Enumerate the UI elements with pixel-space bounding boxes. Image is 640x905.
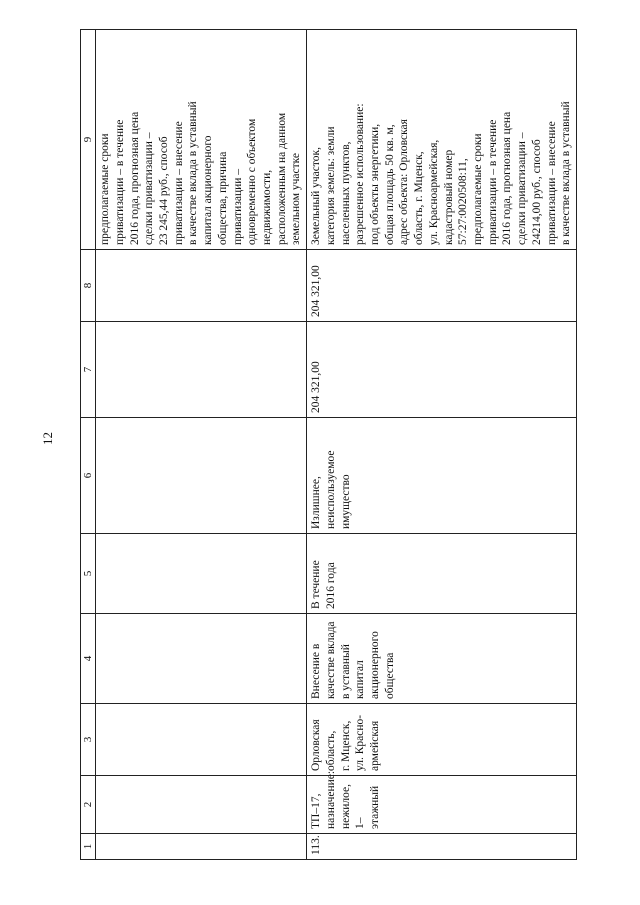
cell-empty [96,614,307,704]
cell-empty [96,418,307,534]
table-row [307,30,577,860]
cell-empty [96,834,307,860]
object-address: Орловская область, г. Мценск, ул. Красно- армейская [307,704,577,776]
row-number: 113. [307,834,577,860]
header-col-2: 2 [81,776,96,834]
continuation-description: предполагаемые сроки приватизации – в течение 2016 года, прогнозная цена сделки приватизации – 23 245,44 руб., способ приватизации – внесение в качестве вклада в уставный капитал акционерного общества, причина приватизации – одновременно с объектом недвижимости, расположенным на данном земельном участке [96,30,307,250]
page-number: 12 [40,432,55,445]
header-col-1: 1 [81,834,96,860]
header-col-3: 3 [81,704,96,776]
cell-empty [96,322,307,418]
continuation-row [96,30,307,860]
privatization-method: Внесение в качестве вклада в уставный капитал акционерного общества [307,614,577,704]
header-col-4: 4 [81,614,96,704]
land-plot-description: Земельный участок, категория земель: земли населенных пунктов, разрешенное использование: под объекты энергетики, общая площадь 50 кв. м, адрес объекта: Орловская область, г. Мценск, ул. Красноармейская, кадастровый номер 57:27:0020508:11, предполагаемые сроки приватизации – в течение 2016 года, прогнозная цена сделки приватизации – 24214,00 руб., способ приватизации – внесение в качестве вклада в уставный [307,30,577,250]
header-col-9: 9 [81,30,96,250]
cell-empty [96,776,307,834]
object-name: ТП–17, назначение: нежилое, 1–этажный [307,776,577,834]
value-col-7: 204 321,00 [307,322,577,418]
value-col-8: 204 321,00 [307,250,577,322]
privatization-term: В течение 2016 года [307,534,577,614]
cell-empty [96,250,307,322]
header-row [81,30,96,860]
privatization-table [80,30,574,860]
header-col-6: 6 [81,418,96,534]
header-col-5: 5 [81,534,96,614]
cell-empty [96,704,307,776]
header-col-8: 8 [81,250,96,322]
privatization-reason: Излишнее, неиспользуемое имущество [307,418,577,534]
header-col-7: 7 [81,322,96,418]
cell-empty [96,534,307,614]
